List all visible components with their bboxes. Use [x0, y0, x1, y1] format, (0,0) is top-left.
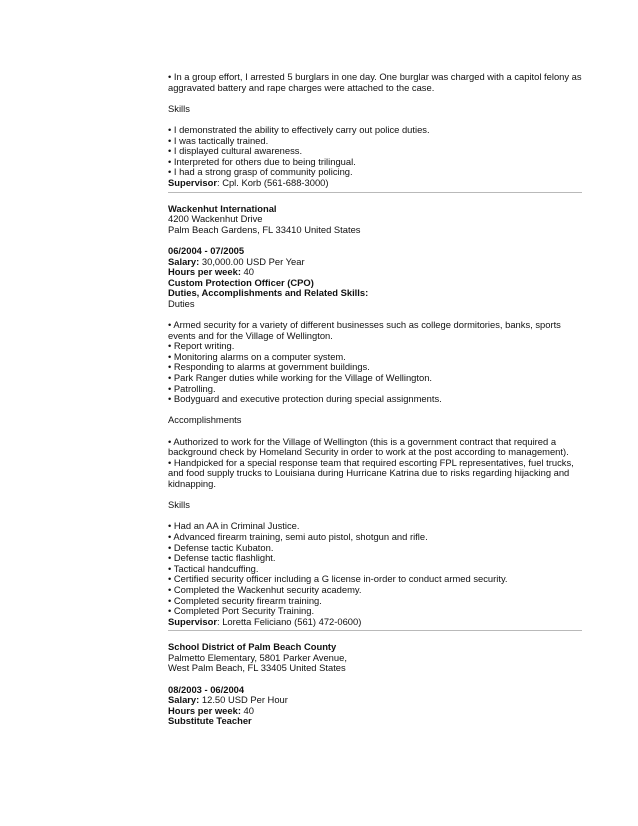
skill-item: • Completed the Wackenhut security academy. — [168, 583, 362, 595]
job-dates: 08/2003 - 06/2004 — [168, 683, 245, 695]
intro-skill-item: • Interpreted for others due to being trilingual. — [168, 155, 356, 167]
skill-item: • Certified security officer including a G license in-order to conduct armed security. — [168, 573, 508, 585]
salary-label: Salary: — [168, 694, 200, 706]
job-school-district — [168, 642, 582, 727]
intro-section — [168, 72, 582, 189]
hours-value: 40 — [240, 704, 254, 716]
job-title: Custom Protection Officer (CPO) — [168, 276, 314, 288]
duty-item: • Report writing. — [168, 340, 235, 352]
job-dates: 06/2004 - 07/2005 — [168, 244, 245, 256]
salary-value: 12.50 USD Per Hour — [199, 694, 288, 706]
intro-skill-item: • I displayed cultural awareness. — [168, 145, 303, 157]
salary-label: Salary: — [168, 255, 200, 267]
skill-item: • Tactical handcuffing. — [168, 562, 259, 574]
accomplishment-item: • Handpicked for a special response team that required escorting FPL representatives, fuel trucks, and food supply trucks to Louisiana during Hurricane Katrina due to risks regarding hijacking and kidnapping. — [168, 456, 574, 489]
skill-item: • Completed security firearm training. — [168, 594, 322, 606]
job-wackenhut — [168, 204, 582, 628]
supervisor-value: : Cpl. Korb (561-688-3000) — [216, 176, 329, 188]
supervisor-value: : Loretta Feliciano (561) 472-0600) — [216, 615, 362, 627]
duty-item: • Patrolling. — [168, 382, 216, 394]
hours-label: Hours per week: — [168, 704, 241, 716]
employer-address-line1: 4200 Wackenhut Drive — [168, 213, 263, 225]
skill-item: • Defense tactic flashlight. — [168, 552, 276, 564]
accomplishment-item: • Authorized to work for the Village of Wellington (this is a government contract that required a background check by Homeland Security in order to work at the post according to management). — [168, 435, 569, 458]
accomplishments-label: Accomplishments — [168, 414, 242, 426]
salary-value: 30,000.00 USD Per Year — [199, 255, 305, 267]
job-supervisor — [168, 617, 582, 628]
skill-item: • Completed Port Security Training. — [168, 605, 315, 617]
duties-heading: Duties, Accomplishments and Related Skills: — [168, 287, 369, 299]
intro-supervisor — [168, 178, 582, 189]
hours-value: 40 — [240, 266, 254, 278]
employer-address-line2: Palm Beach Gardens, FL 33410 United States — [168, 223, 361, 235]
intro-skills-heading: Skills — [168, 102, 190, 114]
duty-item: • Armed security for a variety of different businesses such as college dormitories, banks, sports events and for the Village of Wellington. — [168, 319, 561, 341]
supervisor-label: Supervisor — [168, 615, 217, 627]
section-divider — [168, 630, 582, 631]
skill-item: • Had an AA in Criminal Justice. — [168, 520, 300, 532]
employer-address-line1: Palmetto Elementary, 5801 Parker Avenue, — [168, 651, 347, 663]
employer-name: Wackenhut International — [168, 202, 277, 214]
duty-item: • Monitoring alarms on a computer system. — [168, 350, 346, 362]
intro-skill-item: • I was tactically trained. — [168, 134, 269, 146]
supervisor-label: Supervisor — [168, 176, 217, 188]
job-title: Substitute Teacher — [168, 715, 252, 727]
duty-item: • Bodyguard and executive protection during special assignments. — [168, 393, 442, 405]
skill-item: • Defense tactic Kubaton. — [168, 541, 274, 553]
duties-label: Duties — [168, 297, 195, 309]
intro-bullet: • In a group effort, I arrested 5 burglars in one day. One burglar was charged with a capitol felony as aggravated battery and rape charges were attached to the case. — [168, 71, 582, 93]
skills-label: Skills — [168, 499, 190, 511]
employer-name: School District of Palm Beach County — [168, 641, 337, 653]
employer-address-line2: West Palm Beach, FL 33405 United States — [168, 662, 346, 674]
duty-item: • Park Ranger duties while working for the Village of Wellington. — [168, 372, 433, 384]
intro-skill-item: • I demonstrated the ability to effectively carry out police duties. — [168, 123, 430, 135]
skill-item: • Advanced firearm training, semi auto pistol, shotgun and rifle. — [168, 530, 428, 542]
duty-item: • Responding to alarms at government buildings. — [168, 361, 370, 373]
intro-skill-item: • I had a strong grasp of community policing. — [168, 166, 353, 178]
hours-label: Hours per week: — [168, 266, 241, 278]
section-divider — [168, 192, 582, 193]
